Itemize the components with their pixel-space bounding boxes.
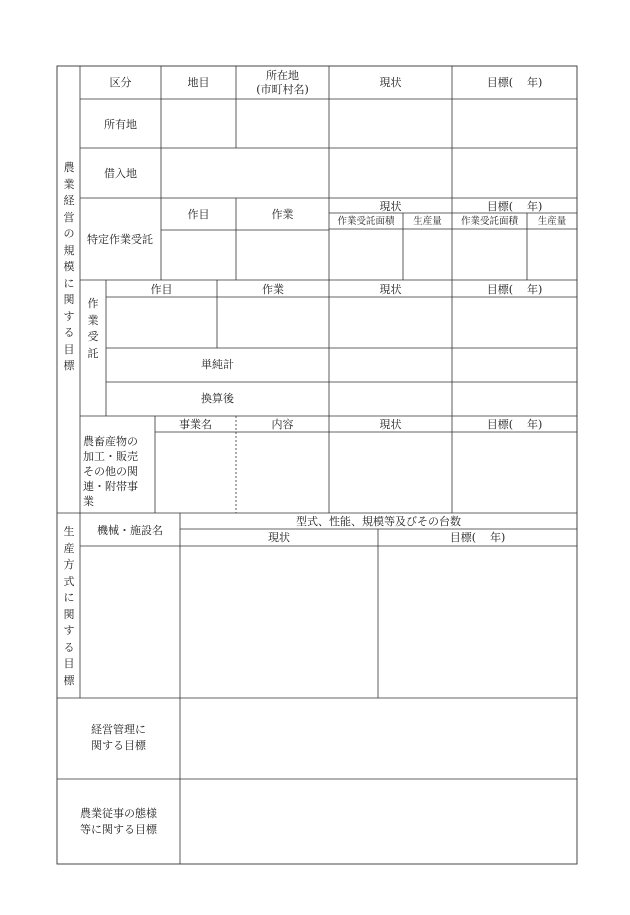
tokutei-header-mokuhyo: 目標( 年)	[486, 200, 543, 213]
kako-header-jigyomei: 事業名	[179, 418, 212, 431]
tokutei-header-sagyo: 作業	[271, 208, 294, 221]
header-shozaichi-note: (市町村名)	[256, 83, 309, 96]
section-work-style-label-1: 農業従事の態様	[80, 807, 157, 820]
header-katashiki: 型式、性能、規模等及びその台数	[296, 515, 461, 528]
kako-label-line-2: 加工・販売	[83, 450, 138, 463]
header-chimoku: 地目	[187, 76, 210, 89]
kako-label-line-1: 農畜産物の	[83, 435, 138, 448]
tokutei-header-area-current: 作業受託面積	[337, 216, 395, 227]
tokutei-header-genjo: 現状	[379, 200, 402, 213]
kako-header-mokuhyo: 目標( 年)	[486, 418, 543, 431]
sagyo-jutaku-vertical-label: 作業受託	[87, 297, 99, 360]
sagyo-jutaku-header-sakumoku: 作目	[150, 283, 173, 296]
row-label-shoyuchi: 所有地	[104, 118, 137, 131]
sec2-header-genjo: 現状	[268, 531, 290, 544]
header-kubun: 区分	[109, 76, 132, 89]
header-kikai-shisetsu: 機械・施設名	[97, 524, 163, 537]
row-label-tanjunkei: 単純計	[201, 358, 234, 371]
sagyo-jutaku-header-genjo: 現状	[379, 283, 402, 296]
section-work-style-label-2: 等に関する目標	[80, 823, 157, 836]
row-label-shakunyuchi: 借入地	[104, 167, 137, 180]
row-label-kansango: 換算後	[201, 392, 234, 405]
tokutei-header-area-target: 作業受託面積	[460, 216, 518, 227]
kako-label-line-5: 業	[83, 495, 94, 508]
tokutei-header-sakumoku: 作目	[187, 208, 210, 221]
section-production-vertical-label: 生産方式に関する目標	[63, 525, 75, 687]
kako-label-line-3: その他の関	[83, 465, 138, 478]
sec2-header-mokuhyo: 目標( 年)	[449, 531, 506, 544]
section-scale-vertical-label: 農業経営の規模に関する目標	[63, 161, 75, 372]
sagyo-jutaku-header-mokuhyo: 目標( 年)	[486, 283, 543, 296]
kako-header-genjo: 現状	[379, 418, 402, 431]
header-shozaichi: 所在地	[266, 69, 299, 82]
header-genjo: 現状	[379, 76, 402, 89]
tokutei-header-production-current: 生産量	[413, 216, 442, 227]
row-label-tokutei-sagyo-jutaku: 特定作業受託	[87, 233, 153, 246]
sagyo-jutaku-header-sagyo: 作業	[262, 283, 284, 296]
section-management-label-2: 関する目標	[91, 739, 146, 752]
section-management-label-1: 経営管理に	[91, 723, 146, 736]
kako-label-line-4: 連・附帯事	[83, 480, 138, 493]
header-mokuhyo: 目標( 年)	[486, 76, 543, 89]
tokutei-header-production-target: 生産量	[537, 216, 567, 227]
kako-header-naiyo: 内容	[271, 418, 294, 431]
